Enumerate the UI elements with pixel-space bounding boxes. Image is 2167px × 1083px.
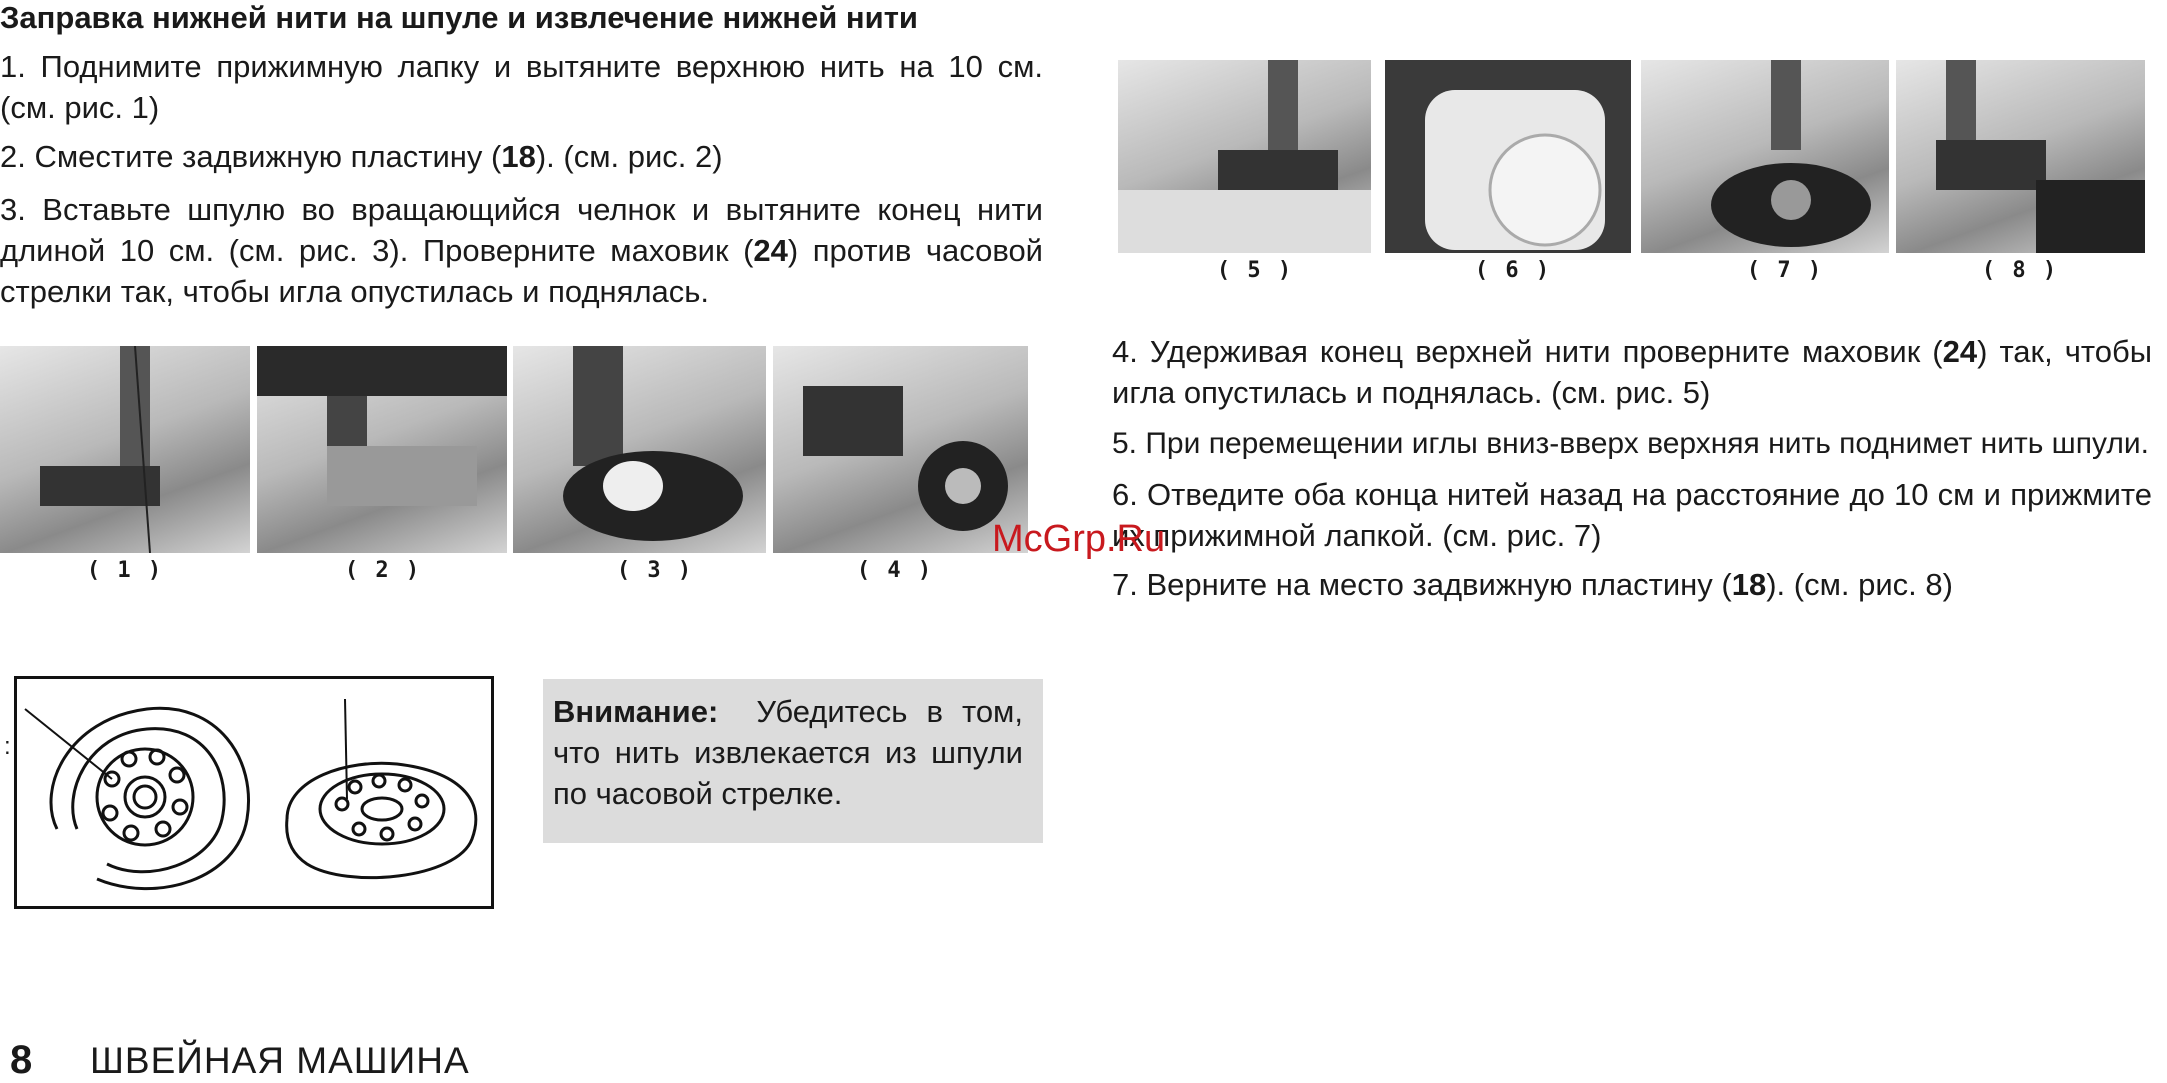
step-3-text: 3. Вставьте шпулю во вращающийся челнок и вытяните конец нити длиной 10 см. (см. рис. 3). Проверните маховик ( [0, 192, 1043, 268]
note-body: Убедитесь в том, что нить извлекается из шпули по часовой стрелке. [553, 694, 1023, 811]
figure-1-photo [0, 346, 250, 553]
bobbin-diagram-drawing [17, 679, 491, 906]
page-heading: Заправка нижней нити на шпуле и извлечение нижней нити [0, 0, 918, 35]
step-3-ref: 24 [753, 233, 788, 268]
step-2-text-end: ). (см. рис. 2) [535, 139, 723, 174]
step-3-text-end: ) против часовой стрелки так, чтобы игла опустилась и поднялась. [0, 233, 1043, 309]
step-7-text: 7. Верните на место задвижную пластину ( [1112, 567, 1732, 602]
figure-4-photo [773, 346, 1028, 553]
step-7 [1112, 564, 2152, 605]
watermark: McGrp.Ru [992, 518, 1166, 560]
diagram-marker: : [4, 733, 11, 760]
figure-3-photo [513, 346, 766, 553]
figure-8-caption: ( 8 ) [1981, 258, 2059, 283]
step-7-ref: 18 [1731, 567, 1767, 602]
figure-7-caption: ( 7 ) [1746, 258, 1824, 283]
note-text [553, 691, 1023, 814]
step-1-text: 1. Поднимите прижимную лапку и вытяните верхнюю нить на 10 см. (см. рис. 1) [0, 49, 1043, 125]
step-6 [1112, 474, 2152, 556]
step-2 [0, 136, 1043, 177]
figure-2-photo [257, 346, 507, 553]
step-2-ref: 18 [501, 139, 536, 174]
step-3 [0, 189, 1043, 312]
step-4-text-end: ) так, чтобы игла опустилась и поднялась. (см. рис. 5) [1112, 334, 2152, 410]
figure-4-caption: ( 4 ) [856, 558, 934, 583]
step-1 [0, 46, 1043, 128]
step-2-text: 2. Сместите задвижную пластину ( [0, 139, 502, 174]
page-number: 8 [10, 1038, 33, 1082]
bobbin-diagram [14, 676, 494, 909]
figure-8-photo [1896, 60, 2145, 253]
figure-2-caption: ( 2 ) [344, 558, 422, 583]
figure-6-photo [1385, 60, 1631, 253]
figure-1-caption: ( 1 ) [86, 558, 164, 583]
footer-title: ШВЕЙНАЯ МАШИНА [90, 1040, 470, 1081]
step-5-text: 5. При перемещении иглы вниз-вверх верхняя нить поднимет нить шпули. [1112, 427, 2149, 460]
step-7-text-end: ). (см. рис. 8) [1766, 567, 1953, 602]
step-4-text: 4. Удерживая конец верхней нити проверните маховик ( [1112, 334, 1943, 369]
step-4-ref: 24 [1942, 334, 1978, 369]
step-4 [1112, 331, 2152, 413]
figure-7-photo [1641, 60, 1889, 253]
note-label: Внимание: [553, 694, 719, 729]
figure-3-caption: ( 3 ) [616, 558, 694, 583]
step-6-text: 6. Отведите оба конца нитей назад на расстояние до 10 см и прижмите их прижимной лапкой. (см. рис. 7) [1112, 477, 2152, 553]
figure-6-caption: ( 6 ) [1474, 258, 1552, 283]
figure-5-caption: ( 5 ) [1216, 258, 1294, 283]
figure-5-photo [1118, 60, 1371, 253]
step-5 [1112, 423, 2162, 464]
